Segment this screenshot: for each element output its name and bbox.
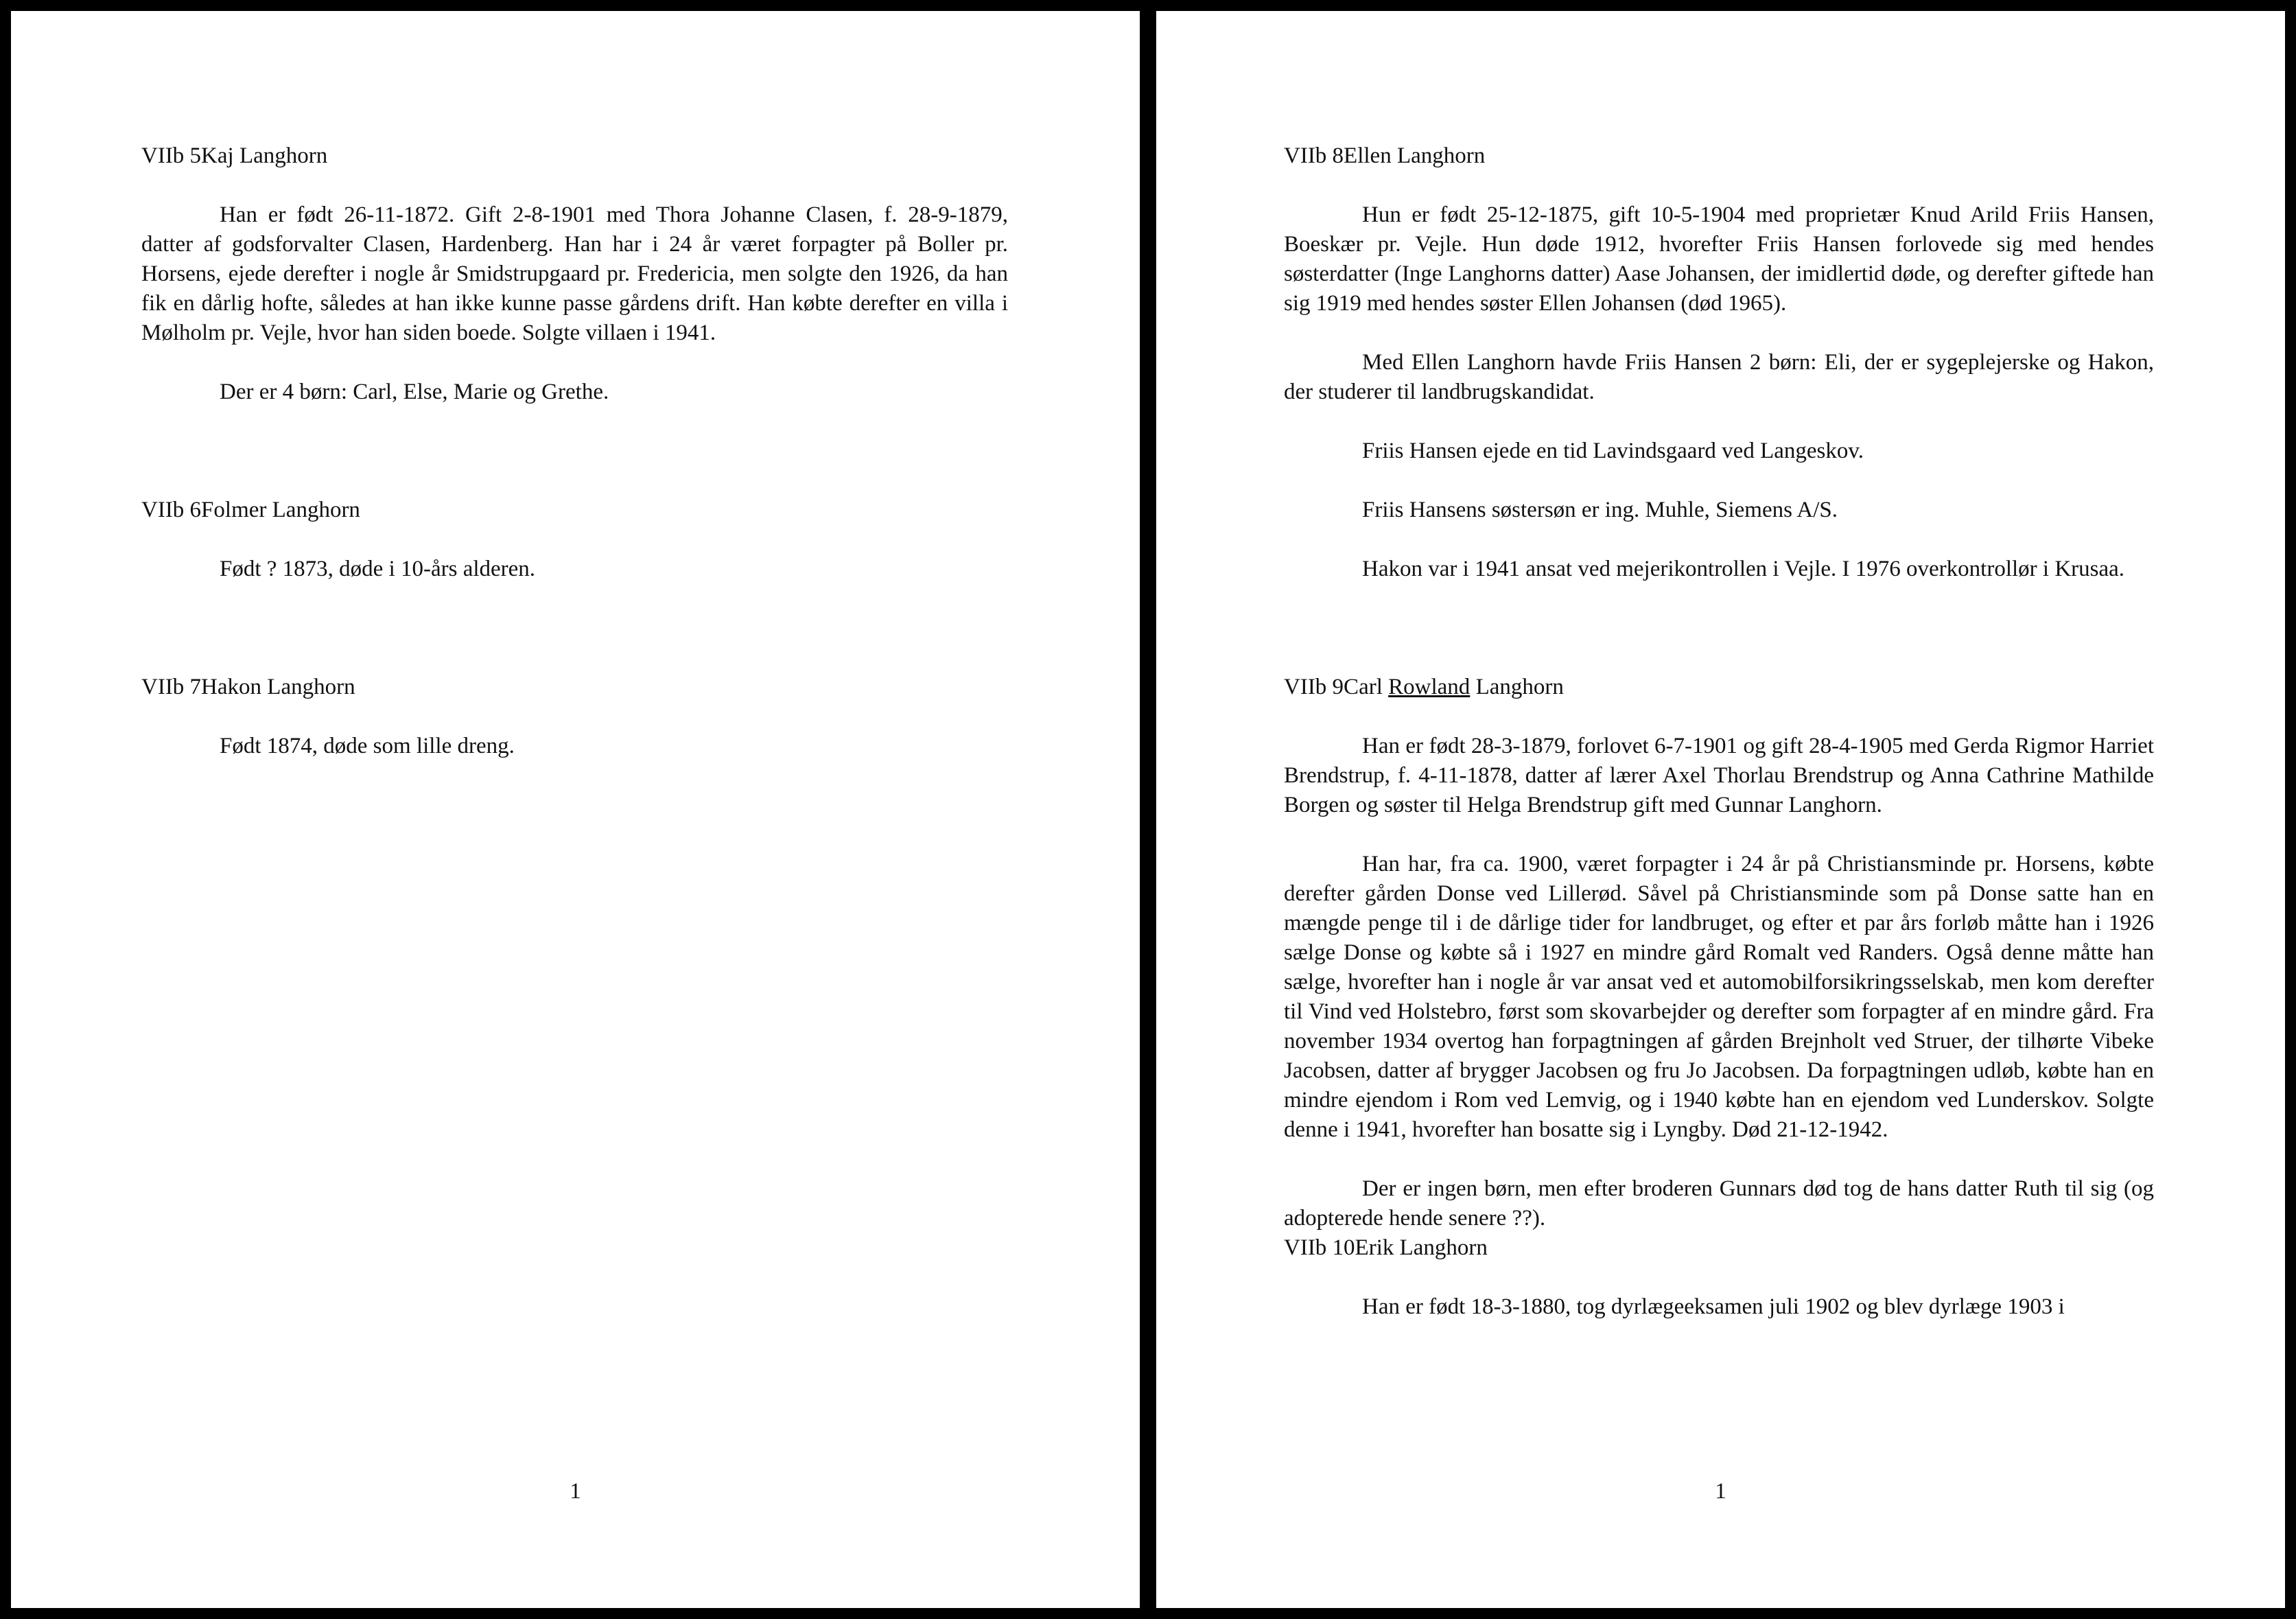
paragraph: Han har, fra ca. 1900, været forpagter i 24 år på Christiansminde pr. Horsens, købte derefter gården Donse ved Lillerød. Såvel på Christiansminde som på Donse satte han en mængde penge til i de dårlige tider for landbruget, og efter et par års forløb måtte han i 1926 sælge Donse og købte så i 1927 en mindre gård Romalt ved Randers. Også denne måtte han sælge, hvorefter han i nogle år var ansat ved et automobilforsikringsselskab, men kom derefter til Vind ved Holstebro, først som skovarbejder og derefter som forpagter af en mindre gård. Fra november 1934 overtog han forpagtningen af gården Brejnholt ved Struer, der tilhørte Vibeke Jacobsen, datter af brygger Jacobsen og fru Jo Jacobsen. Da forpagtningen udløb, købte han en mindre ejendom i Rom ved Lemvig, og i 1940 købte han en ejendom ved Lunderskov. Solgte denne i 1941, hvorefter han bosatte sig i Lyngby. Død 21-12-1942. (1284, 852, 2154, 1142)
page-number: 1 (1715, 1479, 1726, 1504)
section-heading-carl (1284, 673, 2154, 702)
section-heading-erik: VIIb 10Erik Langhorn (1284, 1235, 1488, 1260)
paragraph: Han er født 18-3-1880, tog dyrlægeeksamen juli 1902 og blev dyrlæge 1903 i (1362, 1294, 2065, 1319)
page-content (141, 141, 1008, 761)
paragraph: Der er ingen børn, men efter broderen Gunnars død tog de hans datter Ruth til sig (og adopterede hende senere ??). (1284, 1176, 2154, 1231)
section-heading-hakon: VIIb 7Hakon Langhorn (141, 675, 355, 699)
paragraph: Friis Hansen ejede en tid Lavindsgaard ved Langeskov. (1362, 439, 1864, 463)
section-heading-kaj: VIIb 5Kaj Langhorn (141, 143, 328, 168)
page-content (1284, 141, 2154, 1322)
underlined-name: Rowland (1388, 675, 1471, 699)
section-heading-ellen: VIIb 8Ellen Langhorn (1284, 143, 1486, 168)
paragraph: Friis Hansens søstersøn er ing. Muhle, Siemens A/S. (1362, 498, 1838, 522)
paragraph: Hun er født 25-12-1875, gift 10-5-1904 med proprietær Knud Arild Friis Hansen, Boeskær pr. Vejle. Hun døde 1912, hvorefter Friis Hansen forlovede sig med hendes søsterdatter (Inge Langhorns datter) Aase Johansen, der imidlertid døde, og derefter giftede han sig 1919 med hendes søster Ellen Johansen (død 1965). (1284, 202, 2154, 316)
heading-prefix: VIIb 9Carl (1284, 675, 1389, 699)
paragraph: Med Ellen Langhorn havde Friis Hansen 2 børn: Eli, der er sygeplejerske og Hakon, der studerer til landbrugskandidat. (1284, 350, 2154, 404)
paragraph: Født 1874, døde som lille dreng. (220, 734, 515, 758)
paragraph: Født ? 1873, døde i 10-års alderen. (220, 557, 536, 581)
document-page-left (11, 11, 1140, 1608)
document-page-right (1156, 11, 2285, 1608)
paragraph: Hakon var i 1941 ansat ved mejerikontrollen i Vejle. I 1976 overkontrollør i Krusaa. (1362, 557, 2125, 581)
page-number: 1 (570, 1479, 581, 1504)
paragraph: Han er født 28-3-1879, forlovet 6-7-1901 og gift 28-4-1905 med Gerda Rigmor Harriet Brendstrup, f. 4-11-1878, datter af lærer Axel Thorlau Brendstrup og Anna Cathrine Mathilde Borgen og søster til Helga Brendstrup gift med Gunnar Langhorn. (1284, 734, 2154, 817)
paragraph: Der er 4 børn: Carl, Else, Marie og Grethe. (220, 380, 609, 404)
heading-suffix: Langhorn (1470, 675, 1564, 699)
paragraph: Han er født 26-11-1872. Gift 2-8-1901 med Thora Johanne Clasen, f. 28-9-1879, datter af godsforvalter Clasen, Hardenberg. Han har i 24 år været forpagter på Boller pr. Horsens, ejede derefter i nogle år Smidstrupgaard pr. Fredericia, men solgte den 1926, da han fik en dårlig hofte, således at han ikke kunne passe gårdens drift. Han købte derefter en villa i Mølholm pr. Vejle, hvor han siden boede. Solgte villaen i 1941. (141, 202, 1008, 345)
section-heading-folmer: VIIb 6Folmer Langhorn (141, 498, 360, 522)
